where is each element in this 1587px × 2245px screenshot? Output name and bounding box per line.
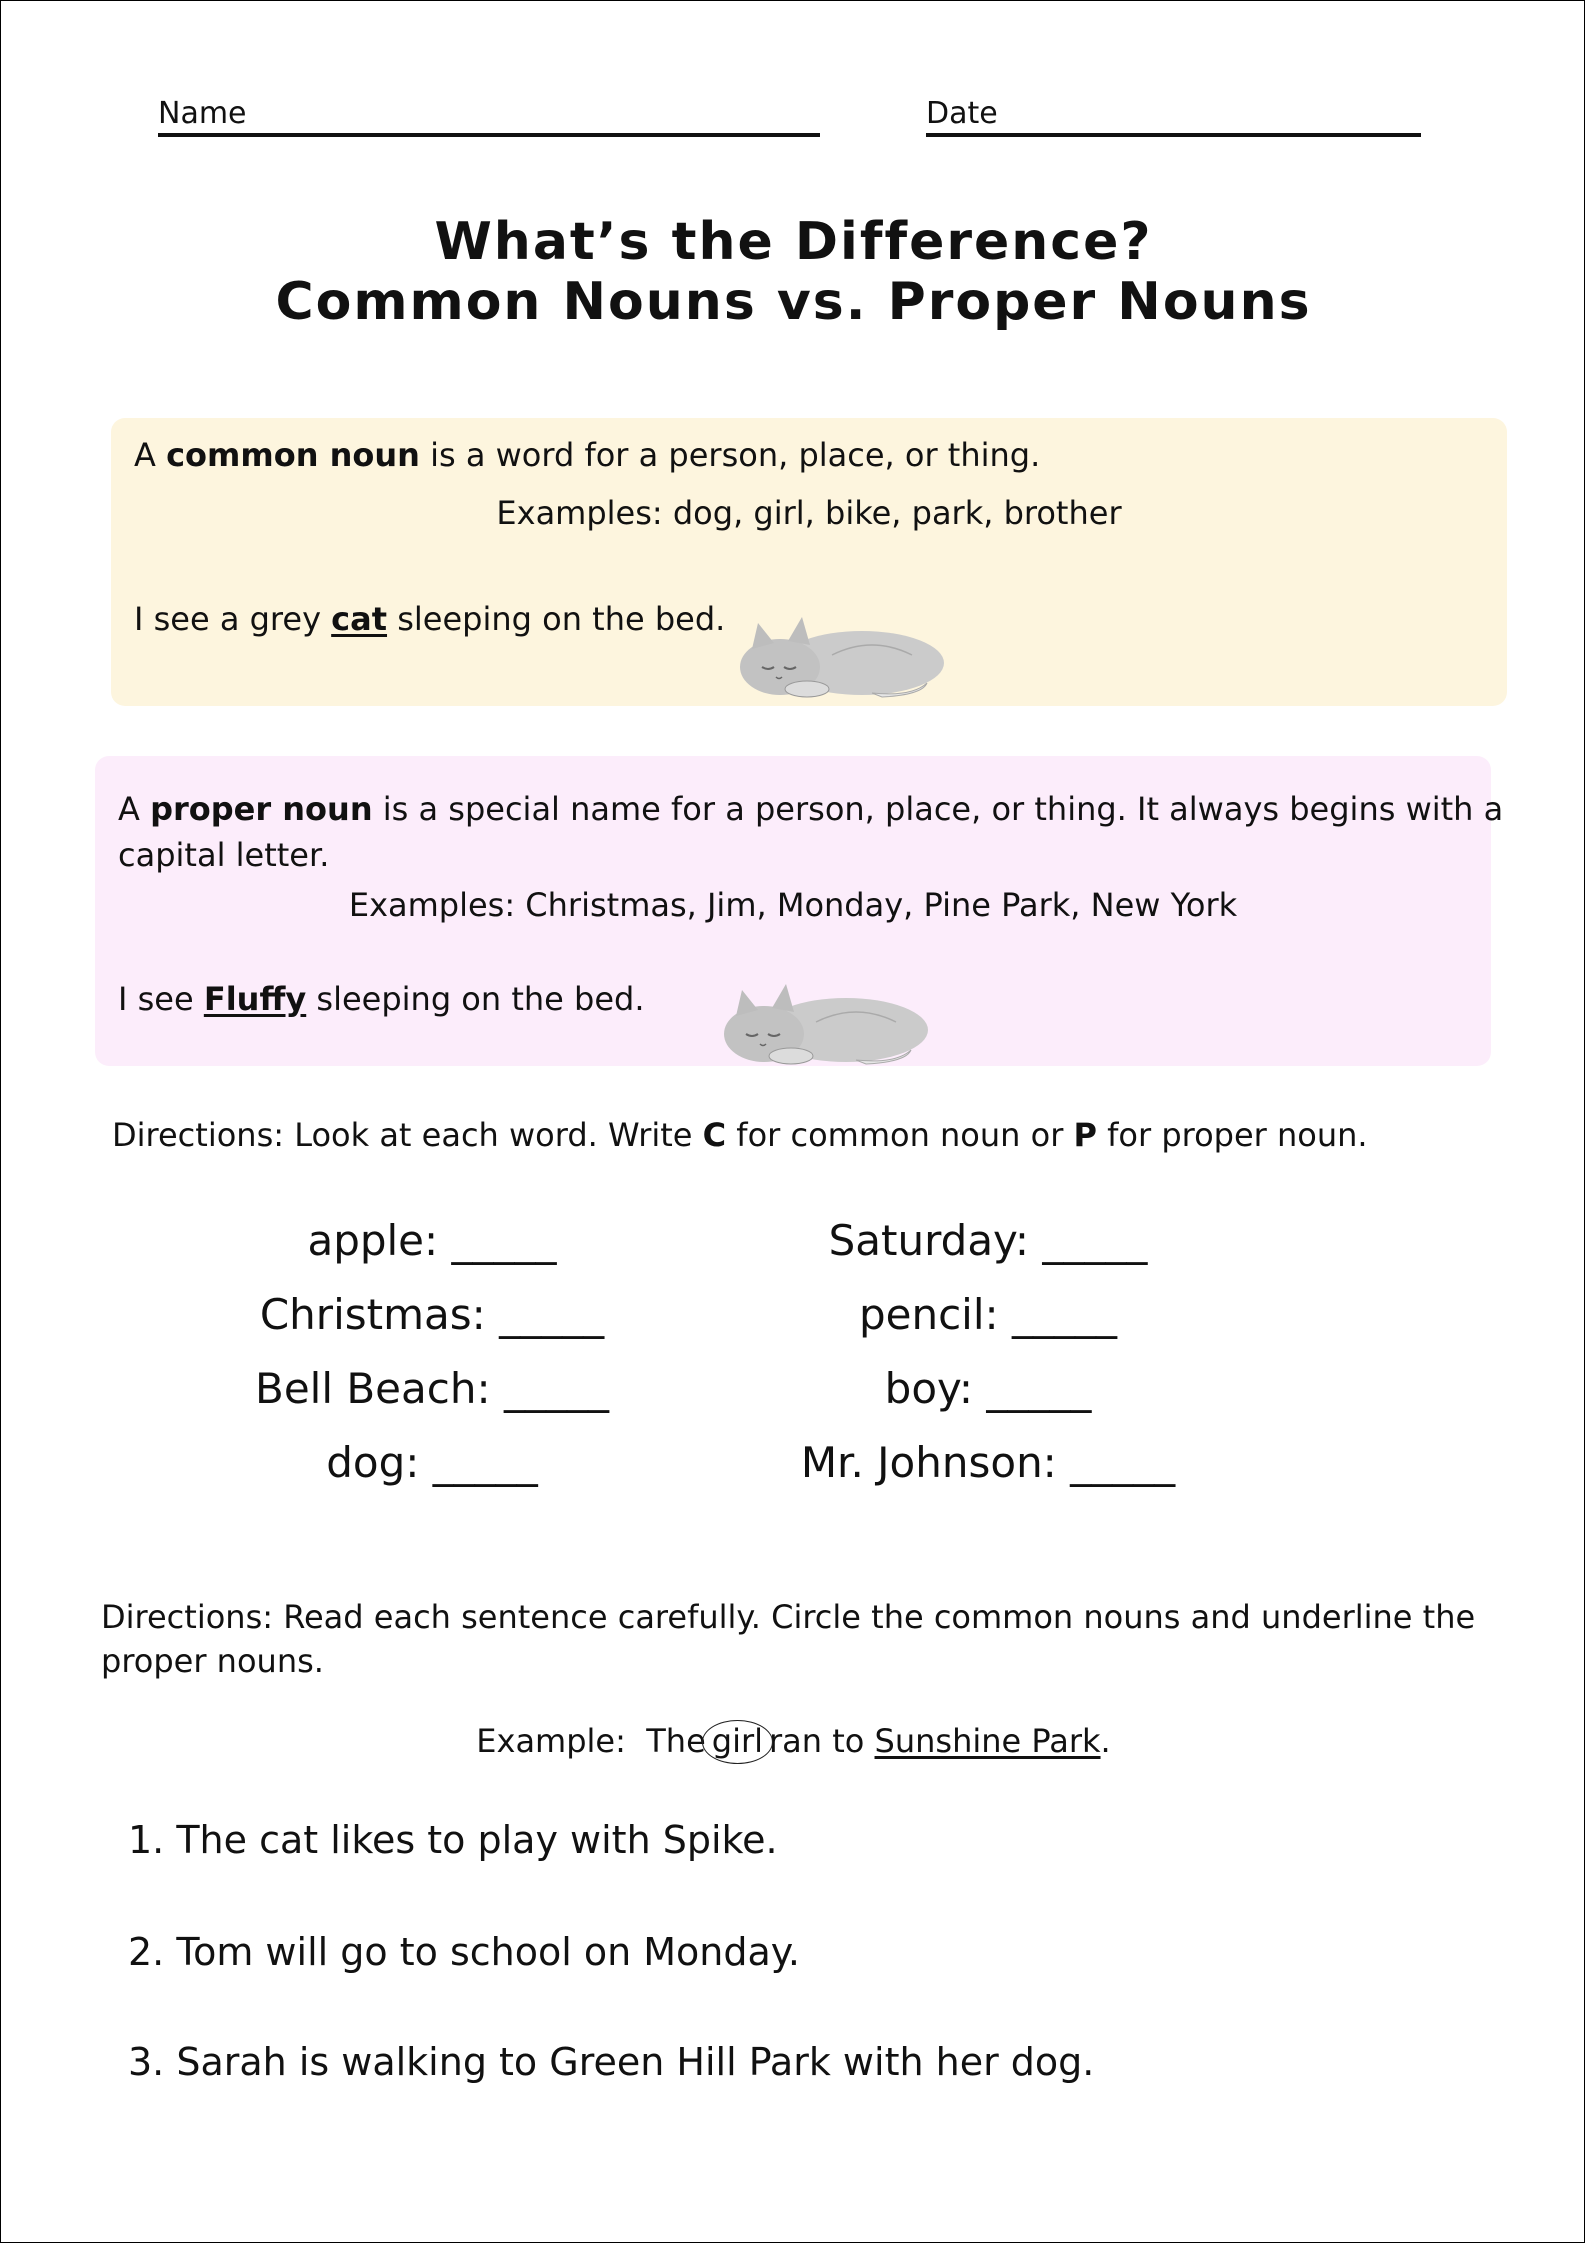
word-item[interactable]: dog: _____ [326,1438,538,1487]
date-label: Date [926,96,998,131]
common-noun-term: common noun [166,436,420,474]
practice-sentence[interactable]: 1. The cat likes to play with Spike. [128,1818,778,1862]
proper-noun-definition-cont: capital letter. [118,836,330,874]
word-item[interactable]: Mr. Johnson: _____ [800,1438,1176,1487]
underlined-proper-noun: Sunshine Park [874,1722,1101,1760]
circled-common-noun: girl [706,1722,769,1760]
page-subtitle: Common Nouns vs. Proper Nouns [275,272,1312,332]
name-label: Name [158,96,247,131]
common-noun-sentence: I see a grey cat sleeping on the bed. [134,600,726,638]
proper-noun-definition: A proper noun is a special name for a person, place, or thing. It always begins with a [118,790,1504,828]
common-noun-examples: Examples: dog, girl, bike, park, brother [496,494,1122,532]
word-item[interactable]: apple: _____ [307,1216,557,1265]
proper-noun-examples: Examples: Christmas, Jim, Monday, Pine Park, New York [348,886,1238,924]
sleeping-cat-icon [706,972,936,1067]
proper-noun-highlight: Fluffy [203,980,307,1018]
directions-circle-underline: Directions: Read each sentence carefully. Circle the common nouns and underline the [101,1598,1476,1636]
common-noun-definition: A common noun is a word for a person, place, or thing. [134,436,1041,474]
proper-noun-sentence: I see Fluffy sleeping on the bed. [118,980,645,1018]
word-item[interactable]: Saturday: _____ [828,1216,1148,1265]
date-field-line[interactable] [926,133,1421,137]
practice-sentence[interactable]: 3. Sarah is walking to Green Hill Park with her dog. [128,2040,1095,2084]
directions-circle-underline-cont: proper nouns. [101,1642,324,1680]
example-sentence: Example: The girl ran to Sunshine Park. [476,1722,1111,1760]
word-item[interactable]: Bell Beach: _____ [255,1364,609,1413]
word-item[interactable]: boy: _____ [884,1364,1092,1413]
name-field-line[interactable] [158,133,820,137]
common-noun-highlight: cat [331,600,388,638]
page-title: What’s the Difference? [434,212,1153,272]
proper-noun-term: proper noun [150,790,373,828]
word-item[interactable]: Christmas: _____ [259,1290,605,1339]
practice-sentence[interactable]: 2. Tom will go to school on Monday. [128,1930,800,1974]
sleeping-cat-icon [722,605,952,700]
word-item[interactable]: pencil: _____ [858,1290,1118,1339]
directions-word-sort: Directions: Look at each word. Write C for common noun or P for proper noun. [112,1116,1368,1154]
